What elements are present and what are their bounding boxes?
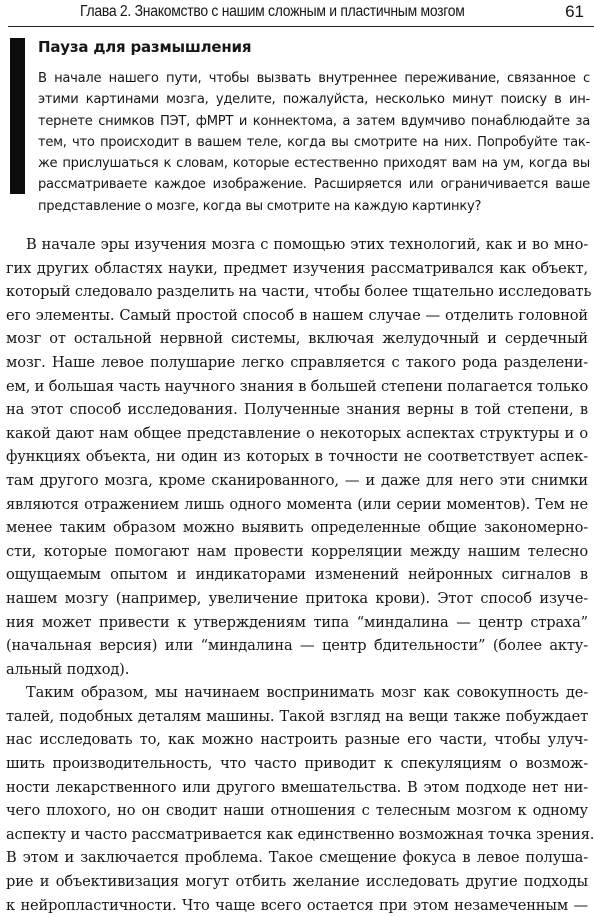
text-line: какой дают нам общее представление о некоторых аспектах структуры и о: [6, 424, 588, 442]
text-line: сти, которые помогают нам провести корреляции между нашим телесно: [6, 542, 588, 560]
sidebar-accent-bar: [10, 38, 25, 194]
text-line: шить производительность, что часто приводит к спекуляциям о возмож-: [6, 755, 588, 773]
sidebar-line: В начале нашего пути, чтобы вызвать внутреннее переживание, связанное с: [38, 71, 590, 86]
paragraph-1: [6, 233, 592, 681]
text-line: чего плохого, но он сводит наши отношения с телесным мозгом к одному: [6, 802, 588, 820]
page-number: 61: [565, 2, 584, 21]
text-line: Таким образом, мы начинаем воспринимать мозг как совокупность де-: [26, 684, 588, 702]
text-line: ощущаемым опытом и индикаторами изменений нейронных сигналов в: [6, 566, 588, 584]
text-line: его элементы. Самый простой способ в нашем случае — отделить головной: [6, 306, 588, 324]
text-line: альный подход).: [6, 660, 130, 678]
text-line: к нейропластичности. Что чаще всего остается при этом незамеченным —: [6, 896, 588, 914]
running-header: [8, 0, 594, 27]
chapter-title: Глава 2. Знакомство с нашим сложным и пластичным мозгом: [80, 3, 465, 20]
text-line: ния может привести к утверждениям типа “миндалина — центр страха”: [6, 613, 588, 631]
text-line: нас исследовать то, как можно настроить разные его части, чтобы улуч-: [6, 731, 588, 749]
text-line: (начальная версия) или “миндалина — центр бдительности” (более акту-: [6, 637, 588, 655]
sidebar-line: рассматриваете каждое изображение. Расширяется или ограничивается ваше: [38, 177, 590, 193]
reflection-sidebar: [10, 38, 590, 216]
text-line: ем, и большая часть научного знания в большей степени полагается только: [6, 377, 589, 395]
text-line: В этом и заключается проблема. Такое смещение фокуса в левое полуша-: [6, 849, 588, 867]
sidebar-line: представление о мозге, когда вы смотрите на каждую картинку?: [38, 198, 482, 214]
text-line: там другого мозга, кроме сканированного, — и даже для него эти снимки: [6, 471, 588, 489]
text-line: аспекту и часто рассматривается как единственно возможная точка зрения.: [6, 825, 594, 843]
text-line: являются отражением лишь одного момента (или серии моментов). Тем не: [6, 495, 588, 513]
text-line: рие и объективизация могут отбить желание исследовать другие подходы: [6, 873, 588, 891]
text-line: мозг от остальной нервной системы, включая желудочный и сердечный: [6, 330, 588, 348]
sidebar-line: тем, что происходит в вашем теле, когда вы смотрите на них. Попробуйте так-: [38, 134, 590, 150]
sidebar-line: тернете снимков ПЭТ, фМРТ и коннектома, а затем вдумчиво понаблюдайте за: [38, 113, 590, 129]
text-line: на этот способ исследования. Полученные знания верны в той степени, в: [6, 401, 588, 419]
text-line: В начале эры изучения мозга с помощью этих технологий, как и во мно-: [26, 236, 588, 253]
main-text: [6, 233, 594, 917]
text-line: ности лекарственного или другого вмешательства. В этом подходе нет ни-: [6, 778, 588, 796]
paragraph-2: [6, 681, 594, 917]
sidebar-paragraph: [38, 68, 590, 217]
sidebar-line: же прислушаться к словам, которые естественно приходят вам на ум, когда вы: [38, 156, 590, 172]
text-line: талей, подобных деталям машины. Такой взгляд на вещи также побуждает: [6, 707, 588, 725]
text-line: гих других областях науки, предмет изучения рассматривался как объект,: [6, 259, 588, 277]
text-line: функциях объекта, ни один из которых в точности не соответствует аспек-: [6, 448, 588, 466]
sidebar-line: этими картинами мозга, уделите, пожалуйста, несколько минут поиску в ин-: [38, 92, 590, 108]
sidebar-heading: Пауза для размышления: [38, 38, 252, 56]
text-line: менее таким образом можно выявить определенные общие закономерно-: [6, 519, 588, 537]
text-line: мозг. Наше левое полушарие легко справляется с такого рода разделени-: [6, 353, 588, 371]
text-line: нашем мозгу (например, увеличение притока крови). Этот способ изуче-: [6, 589, 588, 607]
text-line: который следовало разделить на части, чтобы более тщательно исследовать: [6, 283, 592, 301]
